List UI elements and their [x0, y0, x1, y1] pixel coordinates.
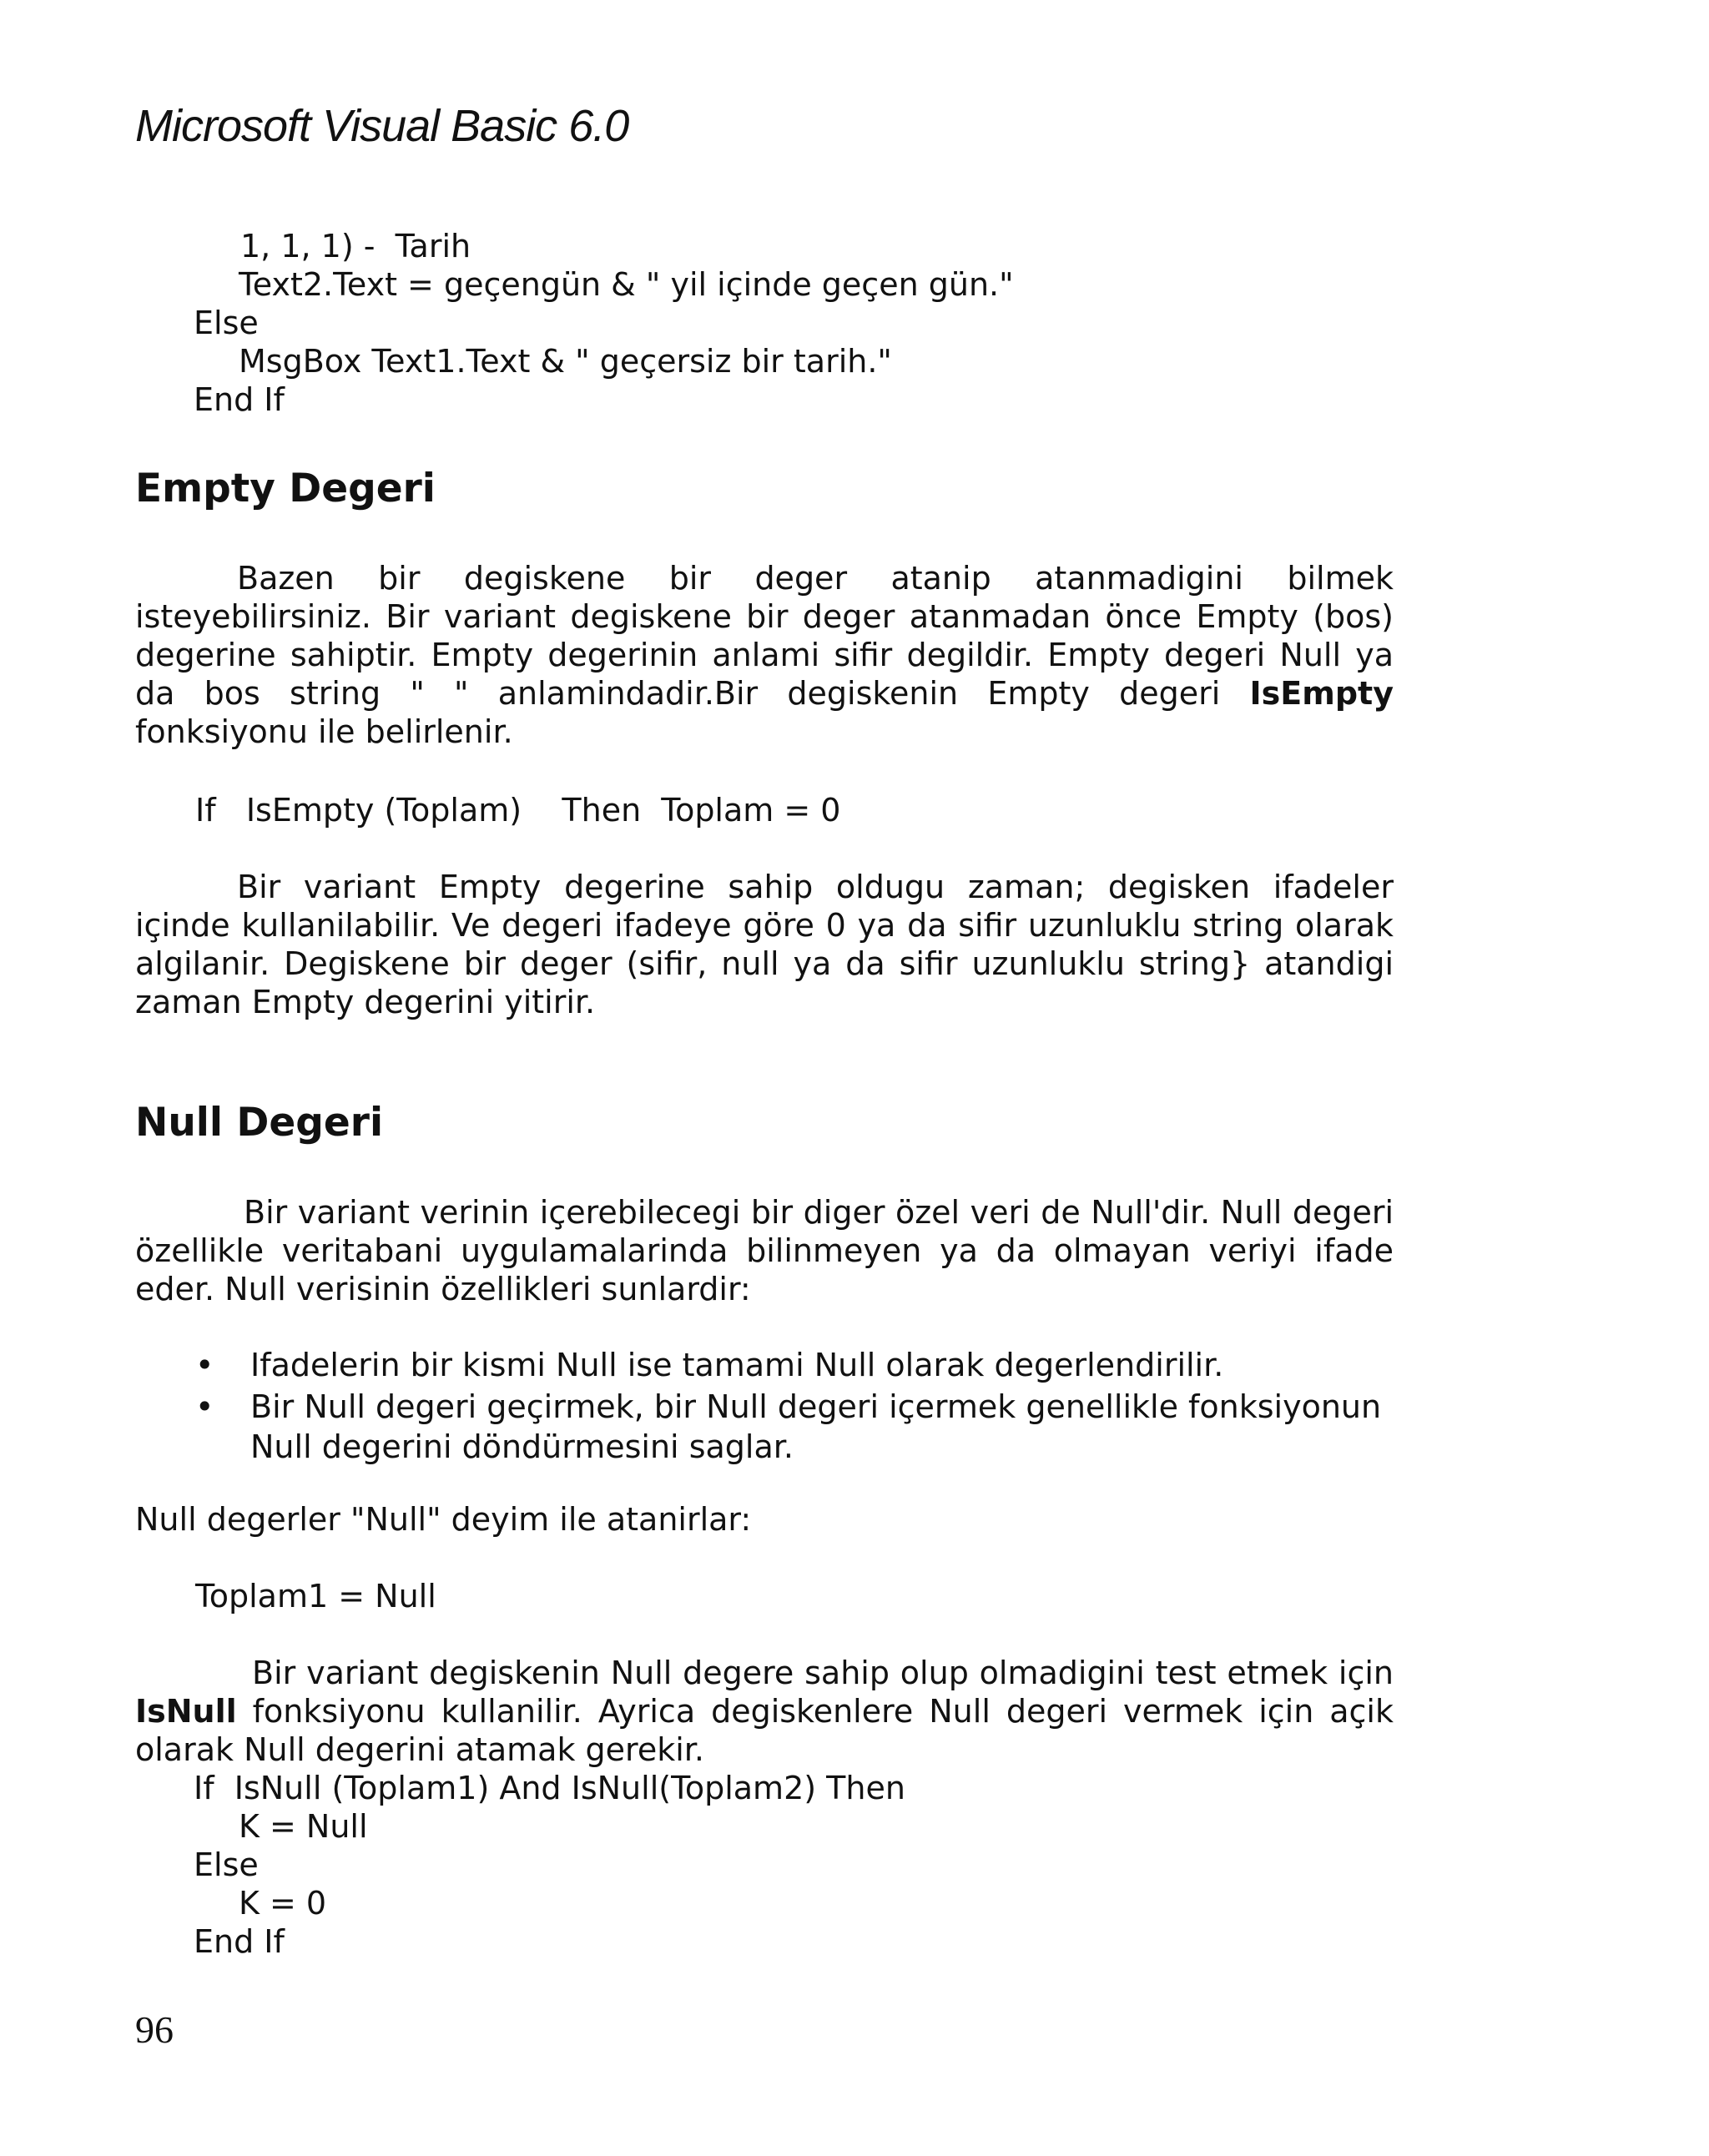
- paragraph-text: Bir variant Empty degerine sahip oldugu zaman; degisken ifadeler içinde kullanilabilir. Ve degeri ifadeye göre 0 ya da sifir uzunluklu string olarak algilanir. Degiskene bir deger (sifir, null ya da sifir uzunluklu string} atandigi zaman Empty degerini yitirir.: [135, 869, 1394, 1020]
- code-line: Else: [194, 305, 259, 341]
- code-line: End If: [194, 381, 285, 418]
- paragraph: [135, 1193, 1394, 1308]
- paragraph-text: fonksiyonu kullanilir. Ayrica degiskenlere Null degeri vermek için açik olarak Null degerini atamak gerekir.: [135, 1693, 1394, 1768]
- paragraph-text: Bir variant verinin içerebilecegi bir diger özel veri de Null'dir. Null degeri özellikle veritabani uygulamalarinda bilinmeyen ya da olmayan veriyi ifade eder. Null verisinin özellikleri sunlardir:: [135, 1194, 1394, 1307]
- paragraph-text: Bazen bir degiskene bir deger atanip atanmadigini bilmek isteyebilirsiniz. Bir variant degiskene bir deger atanmadan önce Empty (bos) degerine sahiptir. Empty degerinin anlami sifir degildir. Empty degeri Null ya da bos string " " anlamindadir.Bir degiskenin Empty degeri: [135, 560, 1394, 712]
- bullet-icon: •: [195, 1347, 214, 1383]
- paragraph-text: Bir variant degiskenin Null degere sahip olup olmadigini test etmek için: [252, 1655, 1394, 1691]
- keyword-isempty: IsEmpty: [1249, 675, 1394, 712]
- code-line: Text2.Text = geçengün & " yil içinde geçen gün.": [239, 266, 1014, 303]
- paragraph: [135, 868, 1394, 1021]
- code-line: If IsNull (Toplam1) And IsNull(Toplam2) Then: [194, 1770, 905, 1806]
- list-item-text: Bir Null degeri geçirmek, bir Null degeri içermek genellikle fonksiyonun Null degerini döndürmesini saglar.: [250, 1388, 1382, 1465]
- code-line: K = 0: [239, 1885, 327, 1922]
- section-heading-empty: Empty Degeri: [135, 466, 436, 511]
- paragraph-text: fonksiyonu ile belirlenir.: [135, 713, 513, 750]
- code-line: MsgBox Text1.Text & " geçersiz bir tarih.": [239, 343, 892, 380]
- list-item-text: Ifadelerin bir kismi Null ise tamami Null olarak degerlendirilir.: [250, 1347, 1224, 1383]
- page-number: 96: [135, 2008, 174, 2051]
- keyword-isnull: IsNull: [135, 1693, 237, 1730]
- bullet-list: [135, 1345, 1394, 1468]
- list-item: [135, 1387, 1394, 1467]
- list-item: [135, 1345, 1394, 1385]
- paragraph: [135, 559, 1394, 751]
- code-line: If IsEmpty (Toplam) Then Toplam = 0: [195, 792, 841, 829]
- code-line: Else: [194, 1846, 259, 1883]
- code-line: Toplam1 = Null: [195, 1578, 436, 1614]
- section-heading-null: Null Degeri: [135, 1100, 384, 1146]
- paragraph: [135, 1654, 1394, 1769]
- paragraph: Null degerler "Null" deyim ile atanirlar:: [135, 1501, 752, 1538]
- running-title: Microsoft Visual Basic 6.0: [135, 101, 629, 151]
- code-line: K = Null: [239, 1808, 368, 1845]
- code-line: 1, 1, 1) - Tarih: [240, 228, 471, 264]
- bullet-icon: •: [195, 1388, 214, 1425]
- code-line: End If: [194, 1923, 285, 1960]
